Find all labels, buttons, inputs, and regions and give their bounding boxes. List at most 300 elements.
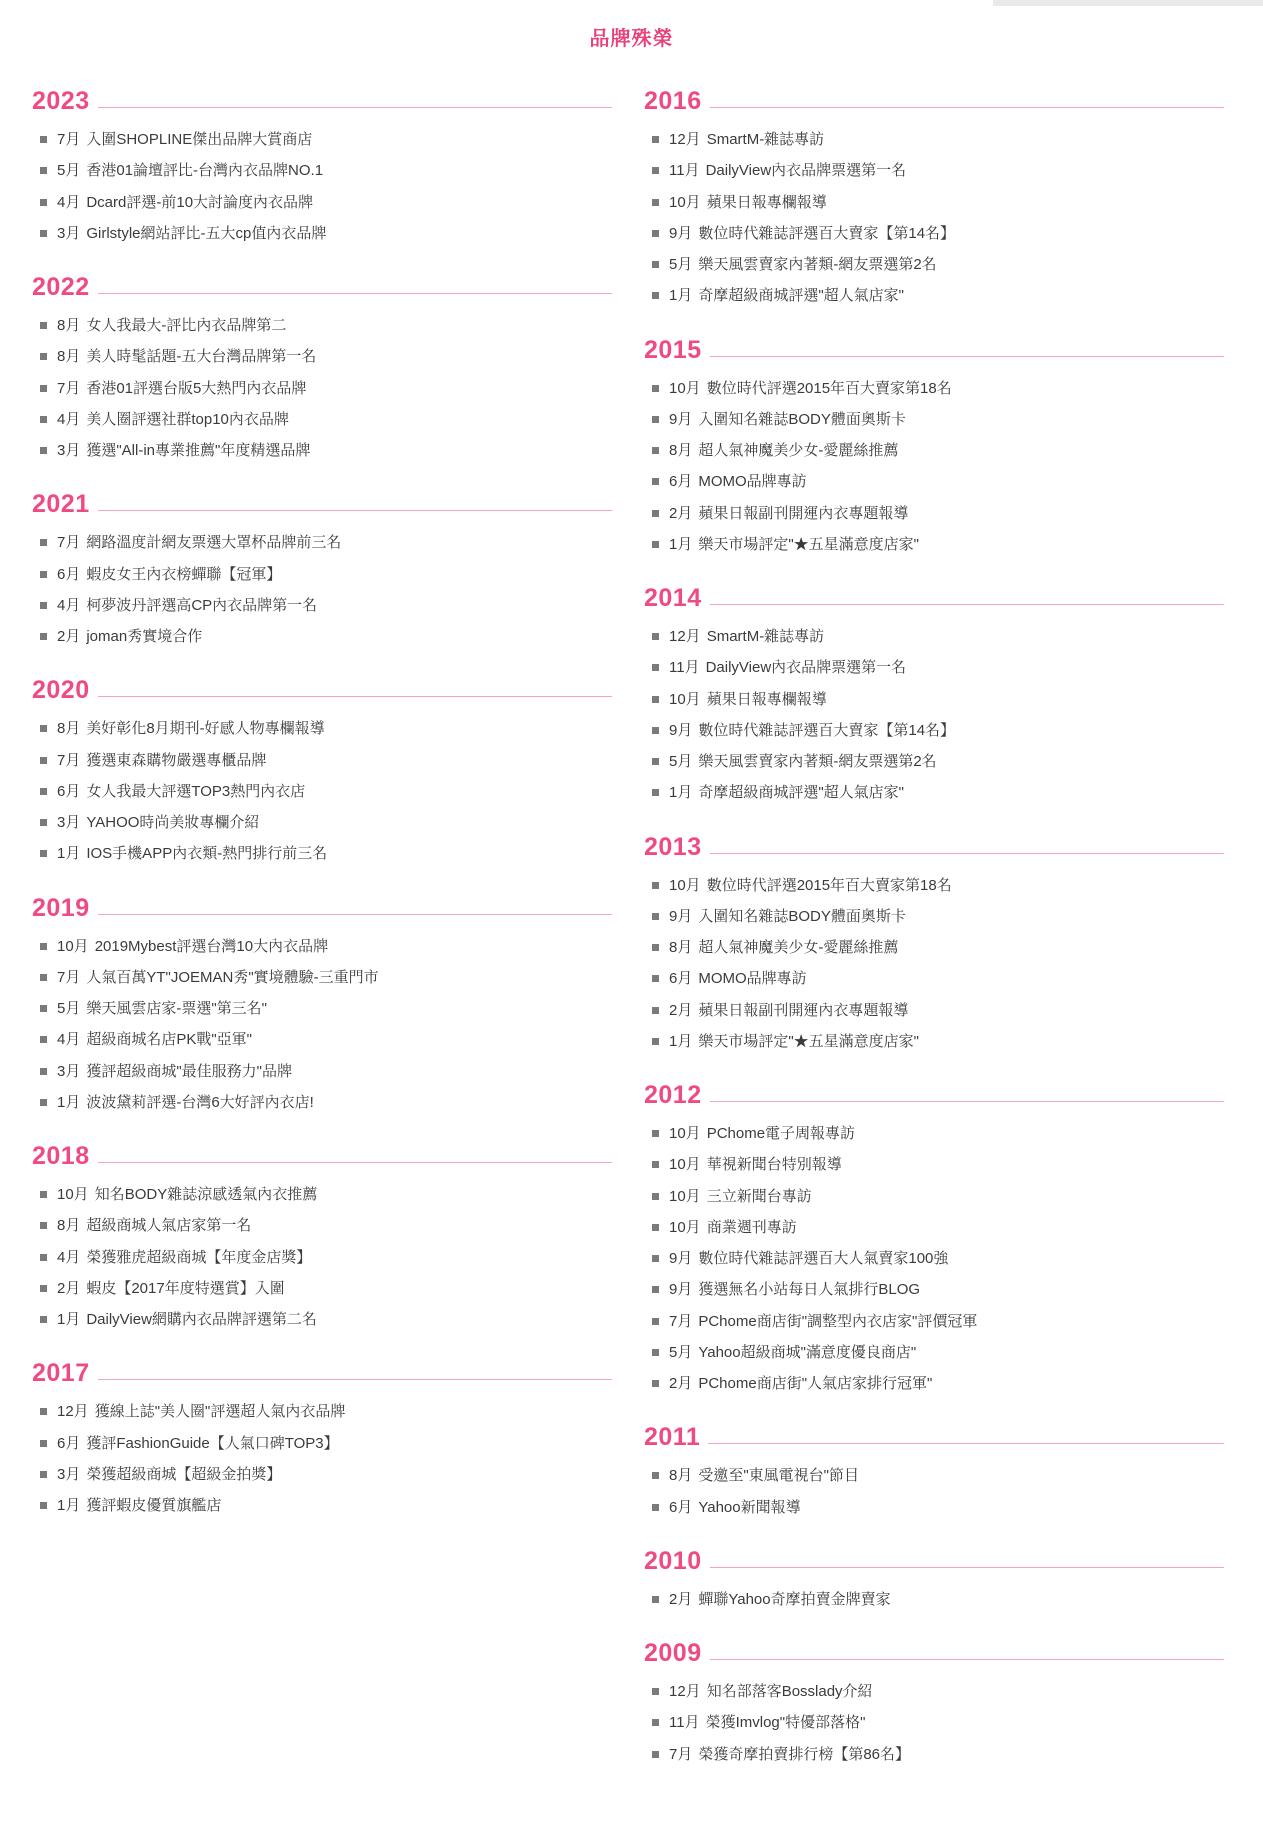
- year-divider: [708, 1443, 1224, 1444]
- year-label: 2023: [32, 87, 90, 115]
- square-bullet-icon: [652, 1007, 659, 1014]
- award-list: [644, 1460, 1224, 1523]
- award-list-item: [652, 1149, 1224, 1180]
- award-description: 人氣百萬YT"JOEMAN秀"實境體驗-三重門市: [86, 968, 379, 986]
- square-bullet-icon: [652, 1161, 659, 1168]
- award-month: 5月: [669, 256, 693, 273]
- square-bullet-icon: [652, 944, 659, 951]
- year-heading: [32, 89, 612, 114]
- award-month: 5月: [57, 162, 81, 180]
- square-bullet-icon: [652, 758, 659, 765]
- award-list-item: [652, 1212, 1224, 1243]
- award-list: [32, 713, 612, 869]
- square-bullet-icon: [652, 1349, 659, 1356]
- year-heading: [32, 678, 612, 703]
- award-description: SmartM-雜誌專訪: [706, 628, 825, 645]
- award-month: 11月: [669, 1714, 700, 1732]
- award-list-item: [40, 527, 612, 558]
- award-list-item: [40, 776, 612, 807]
- award-month: 2月: [669, 504, 693, 522]
- award-description: YAHOO時尚美妝專欄介紹: [86, 814, 260, 831]
- year-label: 2018: [32, 1142, 90, 1170]
- award-month: 12月: [669, 628, 701, 645]
- award-month: 1月: [57, 1497, 81, 1514]
- square-bullet-icon: [652, 1224, 659, 1231]
- award-description: 榮獲Imvlog"特優部落格": [705, 1714, 866, 1732]
- year-heading: [32, 893, 612, 922]
- award-list-item: [40, 373, 612, 404]
- award-list-item: [40, 1273, 612, 1304]
- award-month: 12月: [57, 1403, 89, 1421]
- award-list-item: [652, 1243, 1224, 1274]
- square-bullet-icon: [652, 975, 659, 982]
- award-description: 蘋果日報專欄報導: [706, 193, 827, 211]
- square-bullet-icon: [652, 1472, 659, 1479]
- award-list-item: [40, 993, 612, 1024]
- award-list-item: [652, 218, 1224, 249]
- square-bullet-icon: [40, 1471, 47, 1478]
- year-label: 2014: [644, 584, 702, 612]
- award-description: 樂天風雲店家-票選"第三名": [86, 1000, 267, 1017]
- award-month: 4月: [57, 1031, 81, 1049]
- award-description: 受邀至"東風電視台"節目: [698, 1467, 859, 1485]
- year-block: [644, 1425, 1224, 1523]
- award-list: [644, 124, 1224, 312]
- square-bullet-icon: [40, 974, 47, 981]
- square-bullet-icon: [652, 1193, 659, 1200]
- award-month: 10月: [669, 379, 701, 397]
- year-heading: [32, 492, 612, 517]
- award-list: [32, 1396, 612, 1521]
- year-block: [32, 492, 612, 652]
- award-month: 4月: [57, 596, 81, 614]
- award-list-item: [40, 1490, 612, 1521]
- award-month: 5月: [669, 1343, 693, 1361]
- square-bullet-icon: [40, 819, 47, 826]
- award-month: 5月: [57, 1000, 81, 1017]
- award-month: 1月: [57, 845, 81, 863]
- year-block: [644, 1083, 1224, 1399]
- award-description: 女人我最大評選TOP3熱門內衣店: [86, 782, 306, 800]
- award-description: 華視新聞台特別報導: [706, 1156, 842, 1174]
- square-bullet-icon: [652, 727, 659, 734]
- award-list-item: [652, 1118, 1224, 1149]
- award-month: 6月: [57, 1434, 81, 1452]
- award-list-item: [652, 1026, 1224, 1057]
- award-list-item: [652, 124, 1224, 155]
- award-description: 美人時髦話題-五大台灣品牌第一名: [86, 348, 317, 366]
- square-bullet-icon: [40, 1099, 47, 1106]
- award-month: 8月: [57, 720, 81, 738]
- award-description: 數位時代評選2015年百大賣家第18名: [706, 876, 952, 894]
- award-description: Dcard評選-前10大討論度內衣品牌: [86, 193, 314, 211]
- award-month: 10月: [669, 690, 701, 708]
- award-month: 2月: [57, 628, 81, 645]
- award-description: 超級商城人氣店家第一名: [86, 1217, 252, 1235]
- award-list: [644, 621, 1224, 809]
- award-month: 8月: [669, 442, 693, 459]
- year-heading: [32, 1144, 612, 1169]
- award-description: PChome電子周報專訪: [706, 1125, 856, 1142]
- year-divider: [710, 1659, 1224, 1660]
- square-bullet-icon: [40, 1191, 47, 1198]
- year-label: 2013: [644, 832, 702, 861]
- square-bullet-icon: [40, 230, 47, 237]
- award-description: 香港01評選台版5大熱門內衣品牌: [86, 379, 307, 397]
- square-bullet-icon: [40, 539, 47, 546]
- square-bullet-icon: [40, 447, 47, 454]
- award-list-item: [652, 466, 1224, 497]
- award-list-item: [40, 1242, 612, 1273]
- year-heading: [644, 1425, 1224, 1450]
- award-list-item: [652, 529, 1224, 560]
- year-label: 2012: [644, 1081, 702, 1109]
- square-bullet-icon: [40, 1068, 47, 1075]
- year-heading: [644, 1083, 1224, 1108]
- square-bullet-icon: [652, 1504, 659, 1511]
- award-month: 3月: [57, 442, 81, 459]
- award-description: 超人氣神魔美少女-愛麗絲推薦: [698, 939, 899, 956]
- award-month: 3月: [57, 224, 81, 242]
- square-bullet-icon: [652, 882, 659, 889]
- award-description: Yahoo新聞報導: [698, 1498, 801, 1516]
- award-list-item: [652, 684, 1224, 715]
- award-description: 入圍知名雜誌BODY體面奧斯卡: [698, 907, 906, 925]
- square-bullet-icon: [652, 447, 659, 454]
- award-month: 10月: [57, 937, 89, 955]
- award-description: 入圍SHOPLINE傑出品牌大賞商店: [86, 131, 313, 148]
- award-list: [32, 931, 612, 1119]
- award-description: DailyView內衣品牌票選第一名: [705, 659, 907, 677]
- award-description: 榮獲超級商城【超級金拍獎】: [86, 1465, 282, 1483]
- year-divider: [98, 107, 612, 108]
- square-bullet-icon: [652, 478, 659, 485]
- square-bullet-icon: [40, 1316, 47, 1323]
- award-month: 7月: [57, 534, 81, 552]
- award-description: 獲選無名小站每日人氣排行BLOG: [698, 1281, 921, 1299]
- award-list-item: [40, 1459, 612, 1490]
- award-description: 蝦皮【2017年度特選賞】入圍: [86, 1279, 285, 1297]
- award-list-item: [40, 559, 612, 590]
- award-month: 2月: [669, 1001, 693, 1019]
- award-month: 10月: [669, 1125, 701, 1142]
- awards-columns: [0, 89, 1263, 1836]
- award-description: 樂天風雲賣家內著類-網友票選第2名: [698, 753, 937, 770]
- square-bullet-icon: [652, 541, 659, 548]
- award-description: SmartM-雜誌專訪: [706, 131, 825, 148]
- year-block: [644, 586, 1224, 809]
- award-list-item: [652, 404, 1224, 435]
- award-month: 7月: [57, 751, 81, 769]
- year-heading: [32, 275, 612, 300]
- award-list-item: [652, 1306, 1224, 1337]
- award-list-item: [40, 155, 612, 186]
- square-bullet-icon: [652, 292, 659, 299]
- award-list-item: [652, 373, 1224, 404]
- award-list-item: [652, 1584, 1224, 1615]
- award-list: [32, 124, 612, 249]
- award-month: 7月: [669, 1745, 693, 1763]
- award-description: 數位時代評選2015年百大賣家第18名: [706, 379, 952, 397]
- square-bullet-icon: [652, 1286, 659, 1293]
- award-list: [32, 310, 612, 466]
- award-month: 3月: [57, 1465, 81, 1483]
- square-bullet-icon: [40, 322, 47, 329]
- award-month: 1月: [669, 287, 693, 305]
- square-bullet-icon: [40, 199, 47, 206]
- year-heading: [644, 1641, 1224, 1666]
- award-month: 7月: [57, 131, 81, 148]
- square-bullet-icon: [652, 913, 659, 920]
- award-description: 獲評蝦皮優質旗艦店: [86, 1497, 222, 1514]
- award-list: [644, 1584, 1224, 1615]
- square-bullet-icon: [652, 261, 659, 268]
- square-bullet-icon: [40, 167, 47, 174]
- square-bullet-icon: [652, 136, 659, 143]
- square-bullet-icon: [40, 633, 47, 640]
- award-description: 榮獲奇摩拍賣排行榜【第86名】: [698, 1745, 911, 1763]
- award-month: 11月: [669, 162, 700, 180]
- award-list-item: [652, 187, 1224, 218]
- award-description: 女人我最大-評比內衣品牌第二: [86, 317, 287, 334]
- square-bullet-icon: [652, 664, 659, 671]
- square-bullet-icon: [652, 696, 659, 703]
- year-label: 2017: [32, 1359, 90, 1388]
- square-bullet-icon: [40, 353, 47, 360]
- award-list-item: [652, 1460, 1224, 1491]
- award-list-item: [40, 1304, 612, 1335]
- year-block: [32, 275, 612, 466]
- square-bullet-icon: [40, 757, 47, 764]
- award-month: 6月: [57, 565, 81, 583]
- square-bullet-icon: [652, 230, 659, 237]
- award-list-item: [652, 435, 1224, 466]
- year-block: [32, 1361, 612, 1521]
- award-description: 2019Mybest評選台灣10大內衣品牌: [94, 937, 329, 955]
- year-divider: [710, 356, 1224, 357]
- award-description: MOMO品牌專訪: [698, 473, 807, 491]
- year-label: 2020: [32, 676, 90, 705]
- award-month: 6月: [669, 473, 693, 491]
- square-bullet-icon: [40, 1005, 47, 1012]
- year-heading: [644, 89, 1224, 114]
- year-heading: [644, 586, 1224, 611]
- award-description: 榮獲雅虎超級商城【年度金店獎】: [86, 1248, 312, 1266]
- award-list-item: [40, 713, 612, 744]
- award-list-item: [40, 745, 612, 776]
- year-block: [644, 832, 1224, 1058]
- year-label: 2015: [644, 335, 702, 364]
- square-bullet-icon: [40, 1222, 47, 1229]
- square-bullet-icon: [652, 1038, 659, 1045]
- award-description: 獲評超級商城"最佳服務力"品牌: [86, 1062, 292, 1080]
- award-list-item: [652, 777, 1224, 808]
- square-bullet-icon: [40, 788, 47, 795]
- awards-column-right: [644, 89, 1224, 1796]
- award-description: joman秀實境合作: [86, 628, 203, 645]
- top-edge-decoration: [993, 0, 1263, 6]
- award-month: 6月: [57, 782, 81, 800]
- square-bullet-icon: [652, 1719, 659, 1726]
- square-bullet-icon: [652, 1596, 659, 1603]
- square-bullet-icon: [652, 633, 659, 640]
- award-month: 2月: [57, 1279, 81, 1297]
- year-label: 2011: [644, 1423, 701, 1452]
- year-label: 2021: [32, 490, 90, 519]
- award-month: 7月: [57, 379, 81, 397]
- square-bullet-icon: [40, 416, 47, 423]
- square-bullet-icon: [40, 1408, 47, 1415]
- award-month: 3月: [57, 814, 81, 831]
- award-list-item: [40, 1210, 612, 1241]
- year-divider: [710, 1101, 1224, 1102]
- square-bullet-icon: [40, 602, 47, 609]
- award-description: 樂天市場評定"★五星滿意度店家": [698, 535, 919, 553]
- award-list-item: [652, 995, 1224, 1026]
- award-month: 8月: [57, 348, 81, 366]
- award-description: DailyView內衣品牌票選第一名: [705, 162, 907, 180]
- year-block: [32, 893, 612, 1119]
- award-month: 4月: [57, 193, 81, 211]
- award-month: 4月: [57, 410, 81, 428]
- award-month: 10月: [57, 1186, 89, 1203]
- award-list-item: [40, 1396, 612, 1427]
- award-description: 奇摩超級商城評選"超人氣店家": [698, 287, 904, 305]
- year-block: [644, 89, 1224, 312]
- page-title: 品牌殊榮: [589, 28, 674, 50]
- award-list-item: [652, 1492, 1224, 1523]
- year-divider: [710, 1567, 1224, 1568]
- award-list-item: [652, 1337, 1224, 1368]
- award-month: 9月: [669, 907, 693, 925]
- square-bullet-icon: [40, 943, 47, 950]
- award-month: 5月: [669, 753, 693, 770]
- award-month: 1月: [57, 1311, 81, 1328]
- award-list-item: [40, 187, 612, 218]
- year-divider: [98, 293, 612, 294]
- award-description: Girlstyle網站評比-五大cp值內衣品牌: [86, 224, 327, 242]
- award-month: 9月: [669, 410, 693, 428]
- award-list-item: [40, 931, 612, 962]
- award-description: 蝦皮女王內衣榜蟬聯【冠軍】: [86, 565, 282, 583]
- square-bullet-icon: [652, 199, 659, 206]
- award-description: 樂天市場評定"★五星滿意度店家": [698, 1032, 919, 1050]
- award-month: 1月: [57, 1093, 81, 1111]
- award-description: DailyView網購內衣品牌評選第二名: [86, 1311, 317, 1328]
- year-heading: [32, 1361, 612, 1386]
- award-description: 獲選"All-in專業推薦"年度精選品牌: [86, 442, 311, 459]
- award-list-item: [40, 962, 612, 993]
- square-bullet-icon: [652, 789, 659, 796]
- year-divider: [710, 853, 1224, 854]
- award-description: MOMO品牌專訪: [698, 970, 807, 988]
- award-description: 數位時代雜誌評選百大人氣賣家100強: [698, 1250, 949, 1267]
- award-description: 入圍知名雜誌BODY體面奧斯卡: [698, 410, 906, 428]
- square-bullet-icon: [40, 725, 47, 732]
- award-list: [644, 1118, 1224, 1399]
- award-list-item: [652, 1274, 1224, 1305]
- award-month: 10月: [669, 1156, 701, 1174]
- year-block: [644, 1546, 1224, 1615]
- award-list-item: [40, 124, 612, 155]
- award-description: 知名部落客Bosslady介紹: [706, 1683, 873, 1700]
- square-bullet-icon: [652, 385, 659, 392]
- square-bullet-icon: [40, 1440, 47, 1447]
- award-month: 10月: [669, 876, 701, 894]
- award-description: 商業週刊專訪: [706, 1218, 797, 1236]
- award-list-item: [40, 341, 612, 372]
- award-list-item: [652, 715, 1224, 746]
- award-list-item: [652, 870, 1224, 901]
- award-list-item: [652, 498, 1224, 529]
- year-divider: [98, 510, 612, 511]
- award-list: [32, 527, 612, 652]
- square-bullet-icon: [40, 1285, 47, 1292]
- award-list-item: [652, 621, 1224, 652]
- award-list-item: [652, 249, 1224, 280]
- year-divider: [98, 914, 612, 915]
- award-month: 7月: [57, 968, 81, 986]
- award-month: 2月: [669, 1375, 693, 1392]
- award-month: 9月: [669, 1281, 693, 1299]
- award-description: 波波黛莉評選-台灣6大好評內衣店!: [86, 1093, 314, 1111]
- award-list-item: [652, 280, 1224, 311]
- year-label: 2022: [32, 273, 90, 301]
- year-divider: [710, 604, 1224, 605]
- award-description: 知名BODY雜誌涼感透氣內衣推薦: [94, 1186, 318, 1203]
- award-list: [32, 1179, 612, 1335]
- award-description: 美好彰化8月期刊-好感人物專欄報導: [86, 720, 325, 738]
- award-description: 網路溫度計網友票選大罩杯品牌前三名: [86, 534, 342, 552]
- award-description: IOS手機APP內衣類-熱門排行前三名: [86, 845, 328, 863]
- award-list-item: [40, 435, 612, 466]
- square-bullet-icon: [652, 1318, 659, 1325]
- year-divider: [710, 107, 1224, 108]
- award-list-item: [652, 963, 1224, 994]
- square-bullet-icon: [652, 416, 659, 423]
- award-list-item: [652, 746, 1224, 777]
- year-block: [32, 678, 612, 869]
- award-description: 美人圈評選社群top10內衣品牌: [86, 410, 289, 428]
- award-list-item: [652, 1676, 1224, 1707]
- award-list-item: [40, 1056, 612, 1087]
- award-description: 奇摩超級商城評選"超人氣店家": [698, 784, 904, 802]
- square-bullet-icon: [652, 510, 659, 517]
- award-list-item: [652, 932, 1224, 963]
- award-month: 9月: [669, 1250, 693, 1267]
- year-block: [644, 335, 1224, 561]
- square-bullet-icon: [652, 1255, 659, 1262]
- award-description: 超級商城名店PK戰"亞軍": [86, 1031, 253, 1049]
- award-list-item: [40, 310, 612, 341]
- award-list-item: [652, 155, 1224, 186]
- square-bullet-icon: [652, 1688, 659, 1695]
- award-list-item: [40, 621, 612, 652]
- year-label: 2009: [644, 1639, 702, 1667]
- award-description: 獲評FashionGuide【人氣口碑TOP3】: [86, 1434, 339, 1452]
- award-month: 11月: [669, 659, 700, 677]
- award-list-item: [652, 1368, 1224, 1399]
- award-description: 蘋果日報專欄報導: [706, 690, 827, 708]
- award-description: 獲線上誌"美人圈"評選超人氣內衣品牌: [94, 1403, 346, 1421]
- awards-column-left: [32, 89, 612, 1547]
- award-description: 數位時代雜誌評選百大賣家【第14名】: [698, 721, 956, 739]
- award-list: [644, 1676, 1224, 1770]
- award-description: 香港01論壇評比-台灣內衣品牌NO.1: [86, 162, 324, 180]
- award-description: 蘋果日報副刊開運內衣專題報導: [698, 1001, 909, 1019]
- award-description: 數位時代雜誌評選百大賣家【第14名】: [698, 224, 956, 242]
- award-month: 12月: [669, 1683, 701, 1700]
